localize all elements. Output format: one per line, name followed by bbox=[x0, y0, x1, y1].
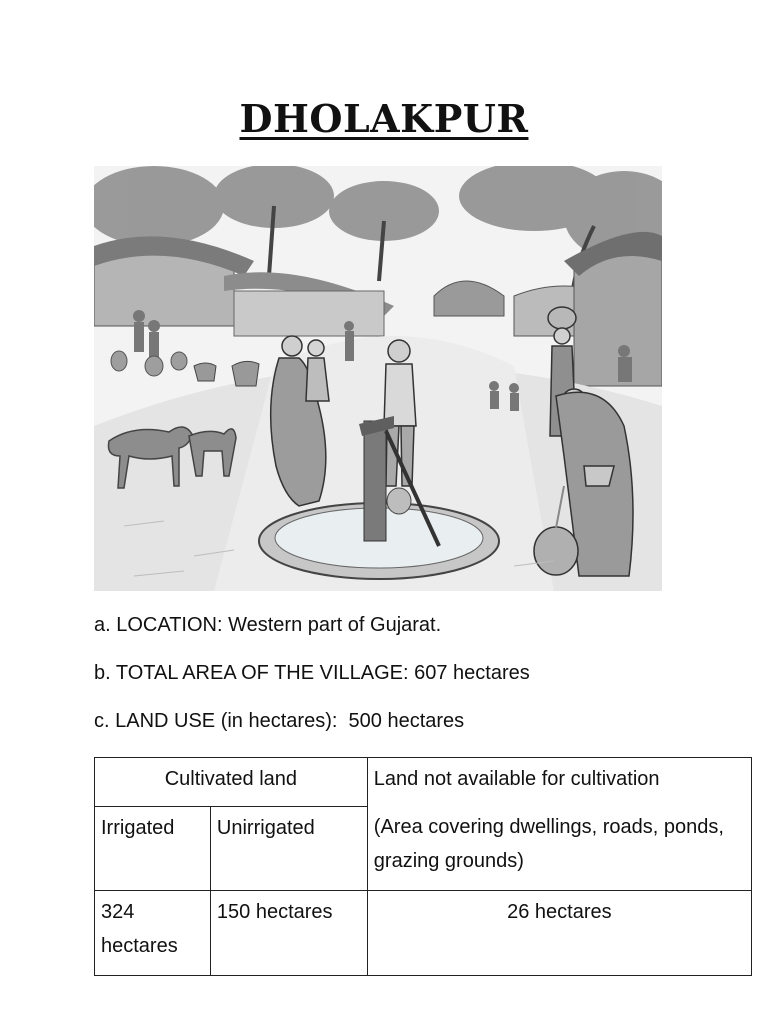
not-available-header: Land not available for cultivation bbox=[373, 768, 660, 790]
total-area-line: b. TOTAL AREA OF THE VILLAGE: 607 hectares bbox=[94, 662, 530, 684]
land-use-line: c. LAND USE (in hectares): 500 hectares bbox=[94, 710, 465, 732]
not-available-value: 26 hectares bbox=[367, 891, 751, 976]
not-available-cell bbox=[367, 758, 751, 891]
unirrigated-header: Unirrigated bbox=[210, 807, 367, 891]
cultivated-land-header: Cultivated land bbox=[95, 758, 368, 807]
table-row bbox=[95, 891, 752, 976]
irrigated-header: Irrigated bbox=[95, 807, 211, 891]
table-row bbox=[95, 758, 752, 807]
village-scene-illustration bbox=[94, 166, 662, 591]
not-available-note: (Area covering dwellings, roads, ponds, grazing grounds) bbox=[373, 816, 724, 872]
irrigated-value: 324 hectares bbox=[95, 891, 211, 976]
page-title: DHOLAKPUR bbox=[239, 96, 529, 141]
location-line: a. LOCATION: Western part of Gujarat. bbox=[94, 614, 442, 636]
unirrigated-value: 150 hectares bbox=[210, 891, 367, 976]
land-use-table bbox=[94, 757, 752, 976]
